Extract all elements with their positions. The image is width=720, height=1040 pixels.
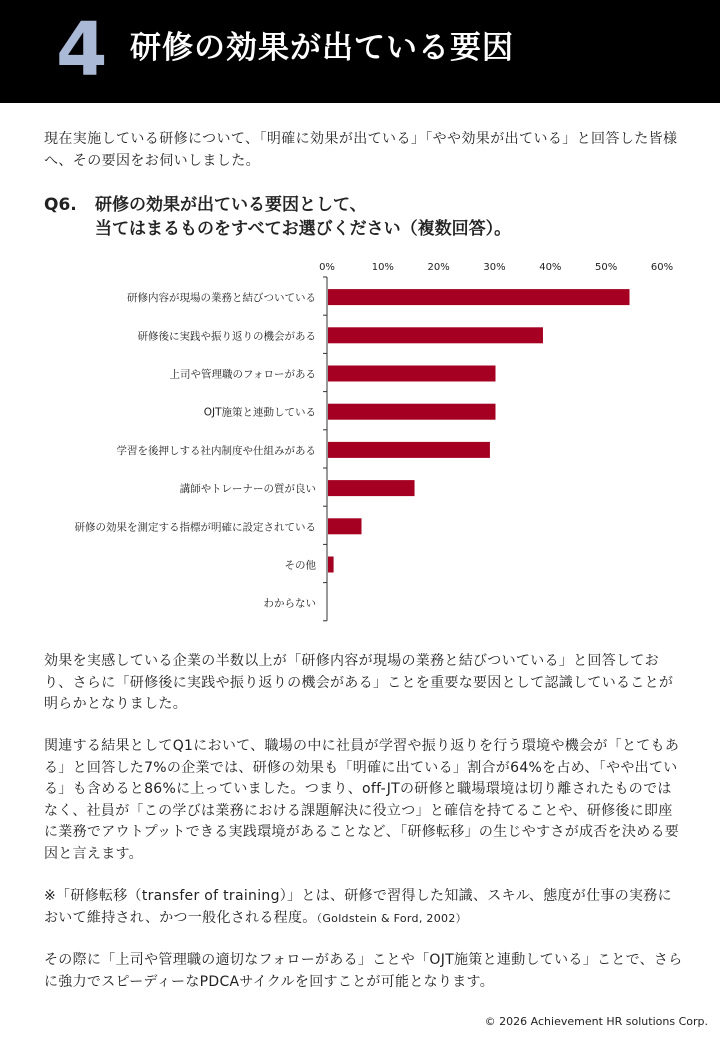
x-tick-label: 0% [319,262,335,273]
paragraph-2: 関連する結果としてQ1において、職場の中に社員が学習や振り返りを行う環境や機会が「とてもある」と回答した7%の企業では、研修の効果も「明確に出ている」割合が64%を占め、「やや出ている」も含めると86%に上っていました。つまり、off-JTの研修と職場環境は切り離されたものではなく、社員が「この学びは業務における課題解決に役立つ」と確信を持てることや、研修後に即座に業務でアウトプットできる実践環境があることなど、「研修転移」の生じやすさが成否を決める要因と言えます。 [44,738,680,862]
copyright: © 2026 Achievement HR solutions Corp. [484,1015,708,1028]
bar [328,366,496,382]
footnote-text: ※「研修転移（transfer of training）」とは、研修で習得した知識、スキル、態度が仕事の実務において維持され、かつ一般化される程度。 [44,888,672,926]
x-tick-label: 60% [650,262,674,273]
bar [328,442,490,458]
bar [328,480,415,496]
question-line-2: 当てはまるものをすべてお選びください（複数回答）。 [95,219,512,239]
category-label: OJT施策と連動している [203,406,316,419]
x-tick-label: 30% [483,262,506,273]
footnote [44,886,684,929]
footnote-citation: （Goldstein & Ford, 2002） [316,911,467,925]
question-number: Q6. [44,195,77,215]
category-label: 講師やトレーナーの質が良い [179,483,316,496]
bar [328,557,334,573]
x-tick-label: 20% [427,262,450,273]
bar [328,404,496,420]
section-header [0,0,720,103]
category-label: 上司や管理職のフォローがある [169,368,316,381]
bar [328,518,362,534]
paragraph-3: その際に「上司や管理職の適切なフォローがある」ことや「OJT施策と連動している」ことで、さらに強力でスピーディーなPDCAサイクルを回すことが可能となります。 [44,952,683,990]
category-label: 研修内容が現場の業務と結びついている [127,292,316,305]
x-tick-label: 10% [371,262,394,273]
category-label: その他 [284,559,316,572]
bar [328,289,630,305]
paragraph-1: 効果を実感している企業の半数以上が「研修内容が現場の業務と結びついている」と回答しており、さらに「研修後に実践や振り返りの機会がある」ことを重要な要因として認識していることが明らかとなりました。 [44,653,674,712]
question-line-1: 研修の効果が出ている要因として、 [95,195,367,215]
bar [328,327,543,343]
category-label: 学習を後押しする社内制度や仕組みがある [116,444,316,457]
x-tick-label: 40% [539,262,562,273]
section-title: 研修の効果が出ている要因 [130,30,514,66]
x-tick-label: 50% [595,262,618,273]
intro-text: 現在実施している研修について、「明確に効果が出ている」「やや効果が出ている」と回答した皆様へ、その要因をお伺いしました。 [44,131,678,169]
category-label: わからない [263,597,316,610]
category-label: 研修後に実践や振り返りの機会がある [137,330,316,343]
bar-chart [0,255,720,625]
section-number: 4 [56,7,108,93]
category-label: 研修の効果を測定する指標が明確に設定されている [74,521,316,534]
